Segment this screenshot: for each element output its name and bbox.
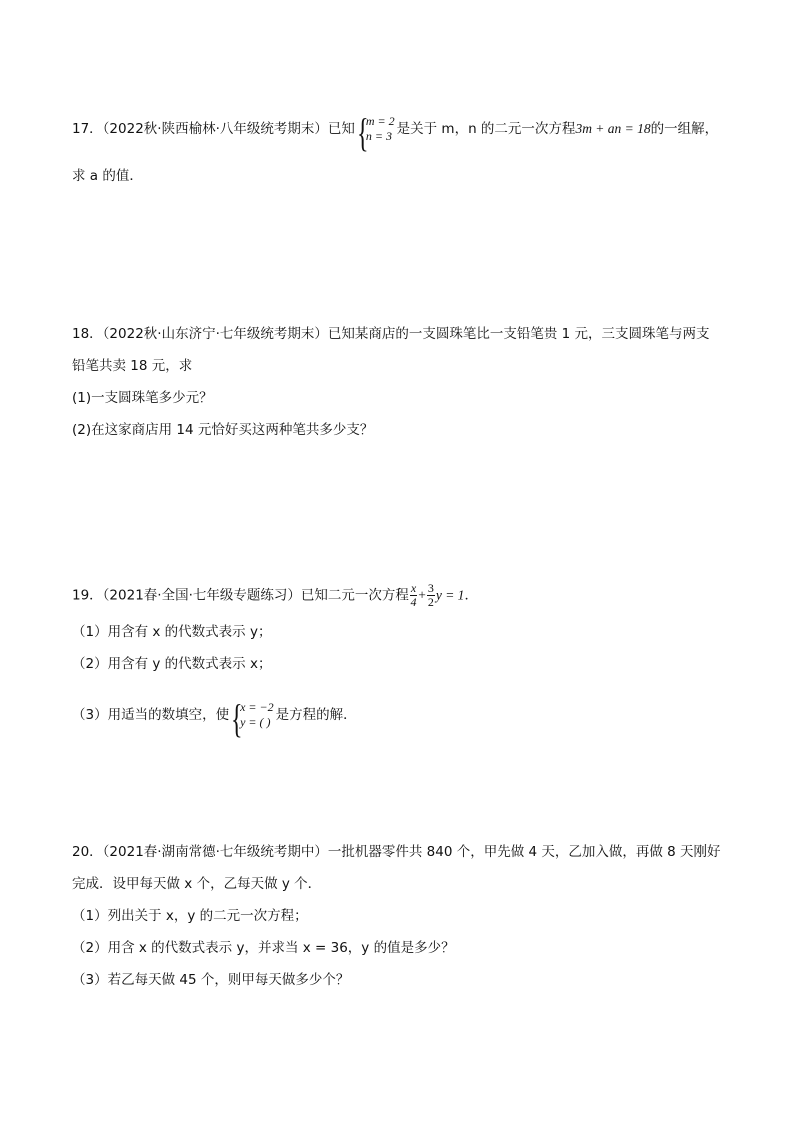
q19-frac2-num: 3 (427, 581, 434, 595)
q17-equation: 3m + an = 18 (575, 121, 651, 136)
q19-frac2-den: 2 (427, 595, 434, 609)
q19-fraction-3-over-2 (427, 582, 435, 609)
q18-part2: (2)在这家商店用 14 元恰好买这两种笔共多少支？ (72, 422, 374, 438)
q19-frac1-den: 4 (410, 595, 417, 609)
q18-line2: 铅笔共卖 18 元，求 (72, 358, 193, 374)
q19-part3-intro: （3）用适当的数填空，使 (72, 707, 230, 723)
q20-part2: （2）用含 x 的代数式表示 y，并求当 x = 36，y 的值是多少？ (72, 940, 455, 956)
q19-equation-tail: y = 1 (435, 587, 465, 603)
q20-part1: （1）列出关于 x，y 的二元一次方程； (72, 908, 308, 924)
q19-part3-post: 是方程的解． (275, 707, 357, 723)
q19-line1-post: ． (464, 587, 478, 604)
q17-system: { m = 2 n = 3 (356, 110, 395, 155)
q18-line1: 18．（2022秋·山东济宁·七年级统考期末）已知某商店的一支圆珠笔比一支铅笔贵 1 元，三支圆珠笔与两支 (72, 326, 710, 342)
q20-line2: 完成．设甲每天做 x 个，乙每天做 y 个． (72, 876, 322, 892)
q19-line1 (72, 582, 478, 609)
q17-mid: 是关于 m，n 的二元一次方程 (396, 121, 576, 137)
q17-intro: 17．（2022秋·陕西榆林·八年级统考期末）已知 (72, 121, 355, 137)
q19-system-row2: y = ( ) (240, 715, 271, 729)
q19-line4 (72, 696, 357, 741)
q19-frac1-num: x (410, 581, 417, 595)
q17-line1 (72, 110, 719, 155)
q18-part1: (1)一支圆珠笔多少元？ (72, 390, 213, 406)
q17-system-row1: m = 2 (365, 114, 395, 128)
q19-system-row1: x = −2 (240, 700, 274, 714)
q20-line1: 20．（2021春·湖南常德·七年级统考期中）一批机器零件共 840 个，甲先做 4 天，乙加入做，再做 8 天刚好 (72, 844, 721, 860)
q20-part3: （3）若乙每天做 45 个，则甲每天做多少个？ (72, 972, 350, 988)
q19-plus: + (418, 587, 426, 603)
q19-part1: （1）用含有 x 的代数式表示 y； (72, 624, 272, 640)
q17-post: 的一组解， (650, 121, 719, 137)
q19-fraction-x-over-4 (410, 582, 417, 609)
q19-system: { x = −2 y = ( ) (231, 696, 274, 741)
q17-system-row2: n = 3 (365, 129, 392, 143)
q17-line2: 求 a 的值． (72, 168, 143, 184)
q19-part2: （2）用含有 y 的代数式表示 x； (72, 656, 272, 672)
q19-intro: 19．（2021春·全国·七年级专题练习）已知二元一次方程 (72, 587, 409, 604)
